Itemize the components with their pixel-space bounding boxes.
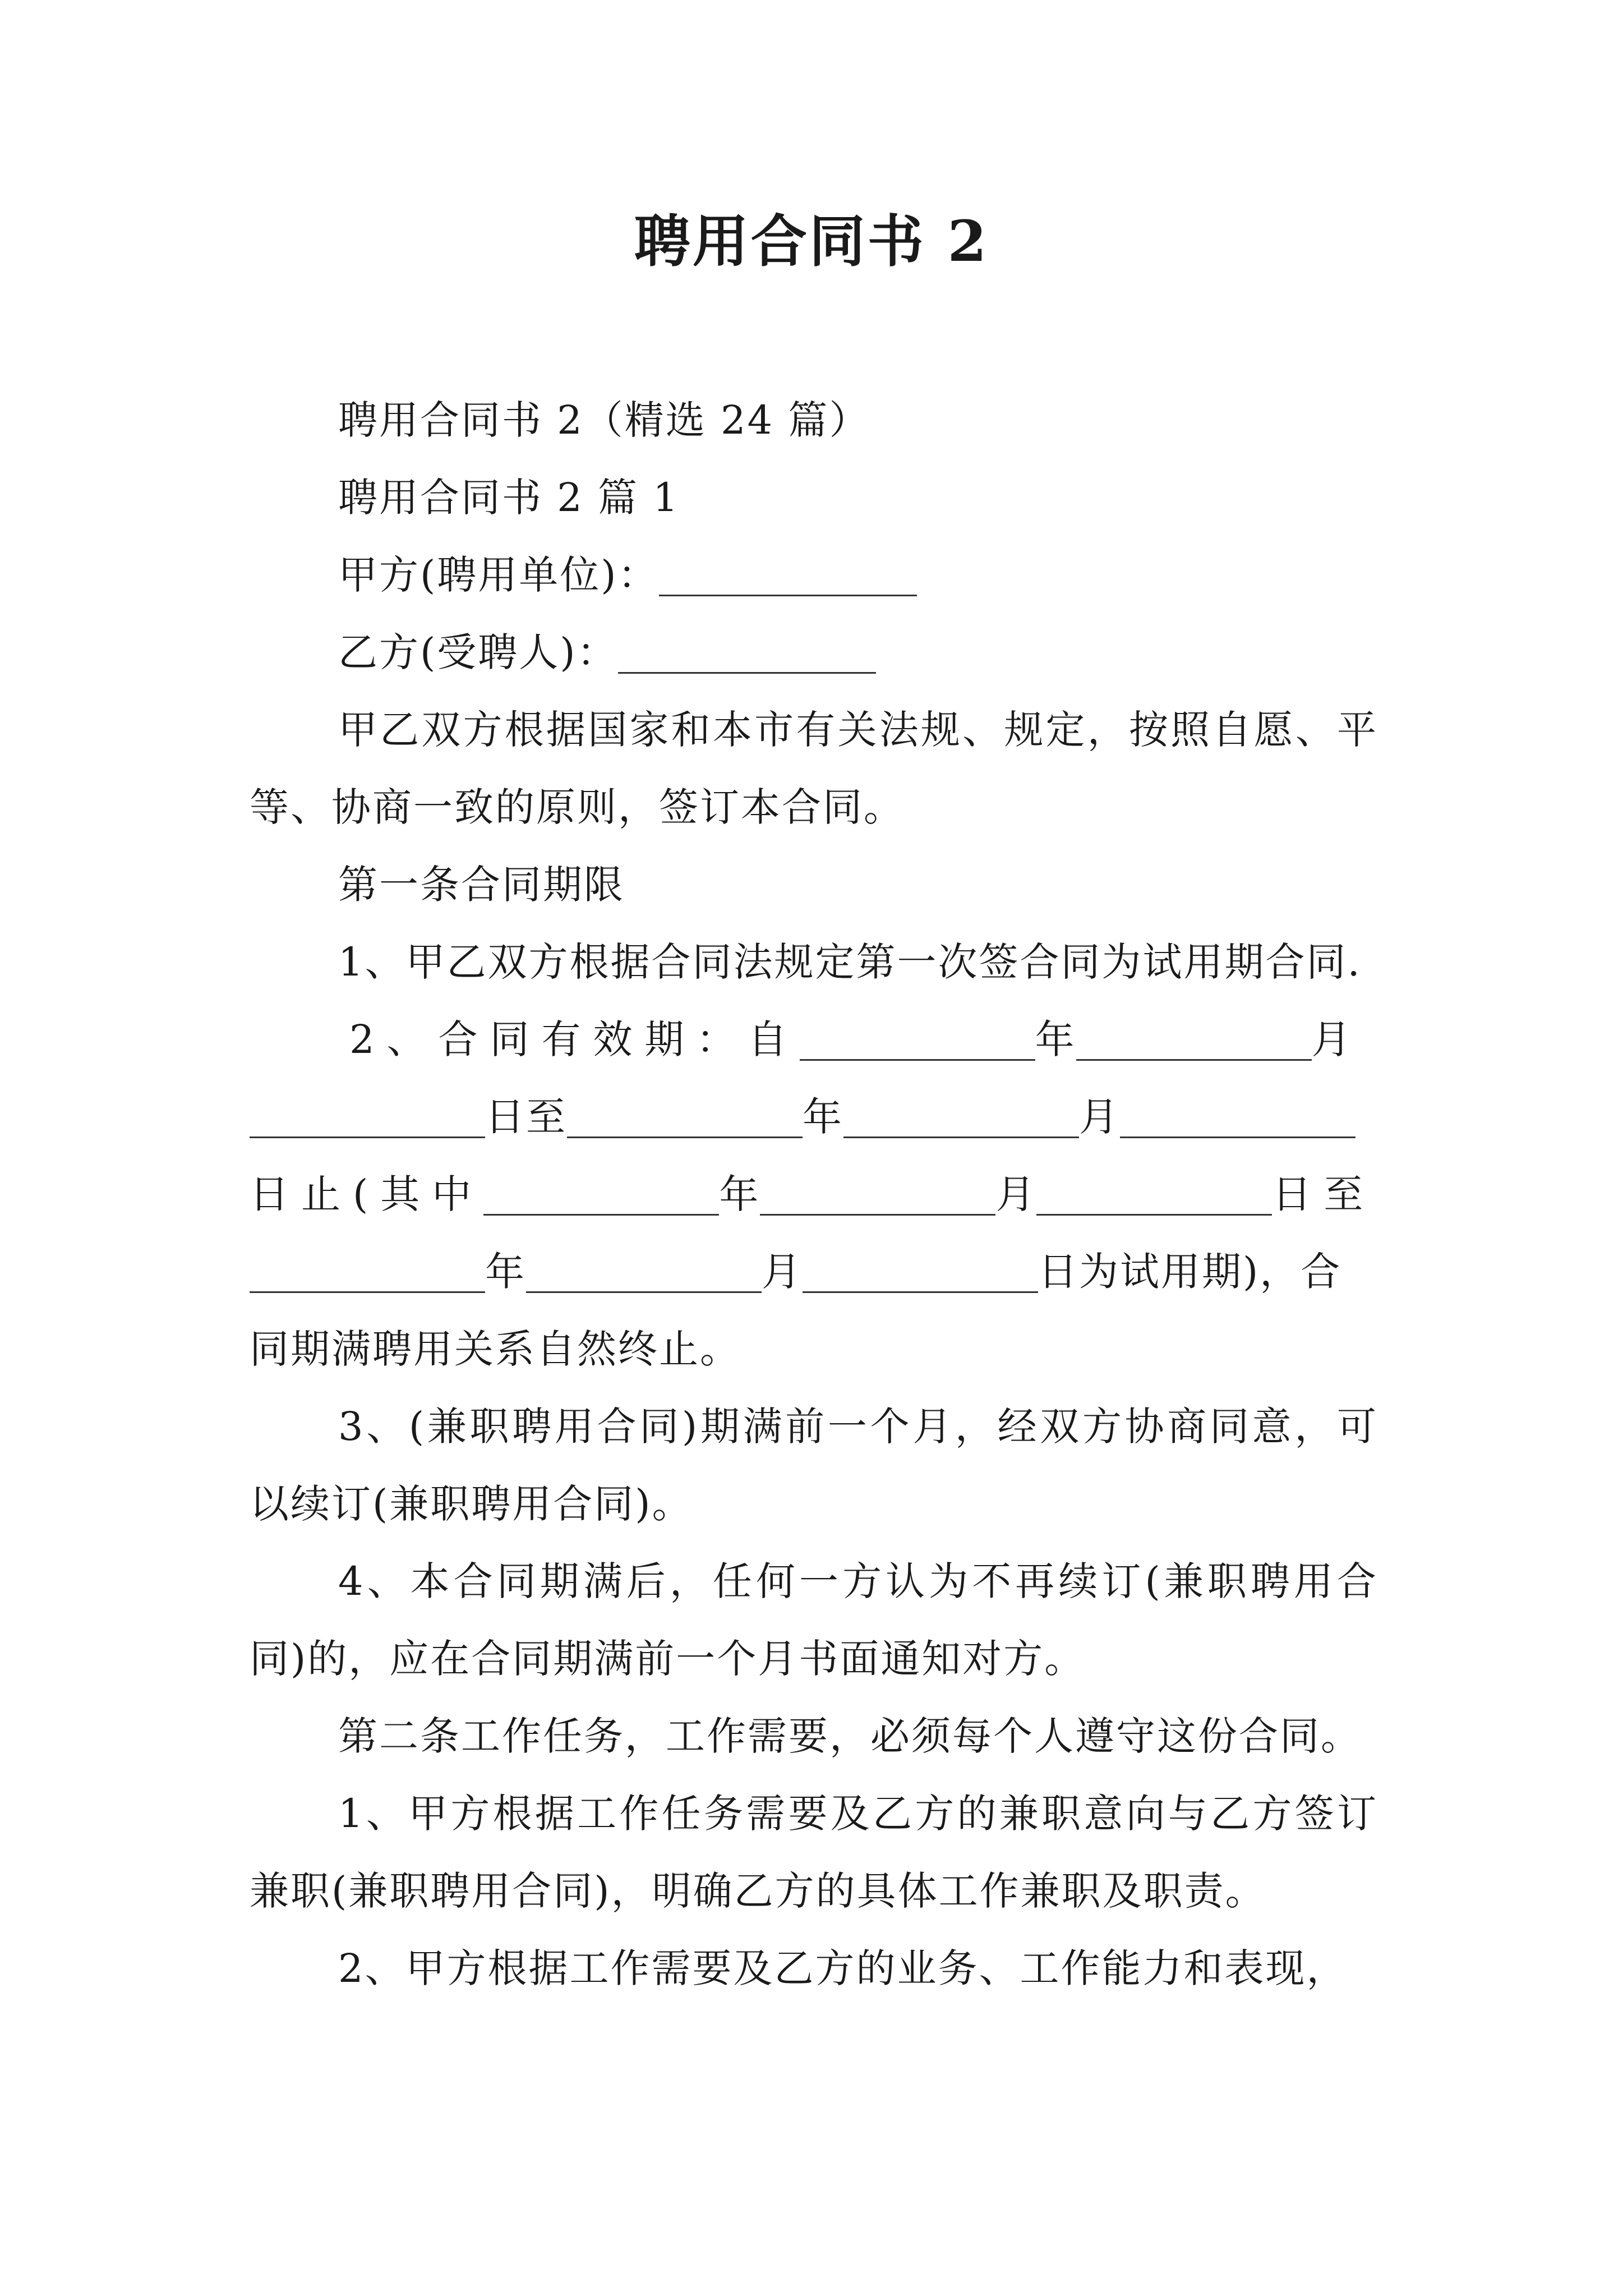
start-month-blank bbox=[1076, 1019, 1312, 1061]
intro-paragraph: 甲乙双方根据国家和本市有关法规、规定，按照自愿、平等、协商一致的原则，签订本合同。 bbox=[250, 707, 1378, 830]
clause-1-2-line-2 bbox=[250, 1078, 1378, 1156]
document-title: 聘用合同书 2 bbox=[634, 208, 989, 274]
day-to-label: 日至 bbox=[485, 1094, 567, 1140]
article-2-title: 第二条工作任务，工作需要，必须每个人遵守这份合同。 bbox=[338, 1713, 1362, 1759]
clause-1-2-tail: 同期满聘用关系自然终止。 bbox=[250, 1326, 741, 1372]
day-until-label: 日止(其中 bbox=[250, 1171, 484, 1217]
end-month-blank bbox=[843, 1096, 1079, 1138]
party-b-blank bbox=[618, 632, 876, 674]
party-a-line bbox=[250, 536, 1378, 614]
probation-end-month-blank bbox=[526, 1251, 762, 1293]
month-label: 月 bbox=[762, 1249, 803, 1295]
party-a-blank bbox=[659, 554, 917, 596]
probation-start-month-blank bbox=[760, 1174, 995, 1216]
clause-1-2-line-1 bbox=[250, 1001, 1378, 1078]
clause-2-1: 1、甲方根据工作任务需要及乙方的兼职意向与乙方签订兼职(兼职聘用合同)，明确乙方的具体工作兼职及职责。 bbox=[250, 1791, 1378, 1914]
month-label: 月 bbox=[1079, 1094, 1120, 1140]
party-a-label: 甲方(聘用单位)： bbox=[338, 552, 659, 598]
clause-1-4: 4、本合同期满后，任何一方认为不再续订(兼职聘用合同)的，应在合同期满前一个月书面通知对方。 bbox=[250, 1558, 1378, 1682]
year-label: 年 bbox=[1035, 1016, 1076, 1062]
year-label: 年 bbox=[719, 1171, 760, 1217]
end-day-blank bbox=[1120, 1096, 1355, 1138]
clause-1-2-line-3 bbox=[250, 1156, 1378, 1233]
party-b-label: 乙方(受聘人)： bbox=[338, 629, 618, 675]
subtitle: 聘用合同书 2（精选 24 篇） bbox=[338, 397, 870, 443]
start-year-blank bbox=[800, 1019, 1035, 1061]
party-b-line bbox=[250, 614, 1378, 691]
probation-start-year-blank bbox=[483, 1174, 719, 1216]
section-heading: 聘用合同书 2 篇 1 bbox=[338, 475, 680, 521]
start-day-blank bbox=[250, 1096, 485, 1138]
probation-end-day-blank bbox=[803, 1251, 1038, 1293]
month-label: 月 bbox=[995, 1171, 1037, 1217]
year-label: 年 bbox=[485, 1249, 526, 1295]
clause-1-2 bbox=[250, 1001, 1378, 1388]
probation-start-day-blank bbox=[1036, 1174, 1272, 1216]
clause-1-2-prefix: 2、合同有效期：自 bbox=[349, 1016, 800, 1062]
clause-1-2-line-4 bbox=[250, 1233, 1378, 1310]
probation-end-label: 日为试用期)，合 bbox=[1038, 1249, 1342, 1295]
month-label: 月 bbox=[1311, 1016, 1353, 1062]
article-1-title: 第一条合同期限 bbox=[338, 862, 625, 908]
probation-end-year-blank bbox=[250, 1251, 485, 1293]
clause-2-2: 2、甲方根据工作需要及乙方的业务、工作能力和表现， bbox=[338, 1945, 1348, 1991]
clause-1-3: 3、(兼职聘用合同)期满前一个月，经双方协商同意，可以续订(兼职聘用合同)。 bbox=[250, 1404, 1378, 1527]
year-label: 年 bbox=[803, 1094, 843, 1140]
clause-1-1: 1、甲乙双方根据合同法规定第一次签合同为试用期合同. bbox=[338, 939, 1362, 985]
document-body bbox=[250, 381, 1378, 2007]
day-to-label: 日至 bbox=[1272, 1171, 1376, 1217]
end-year-blank bbox=[567, 1096, 803, 1138]
